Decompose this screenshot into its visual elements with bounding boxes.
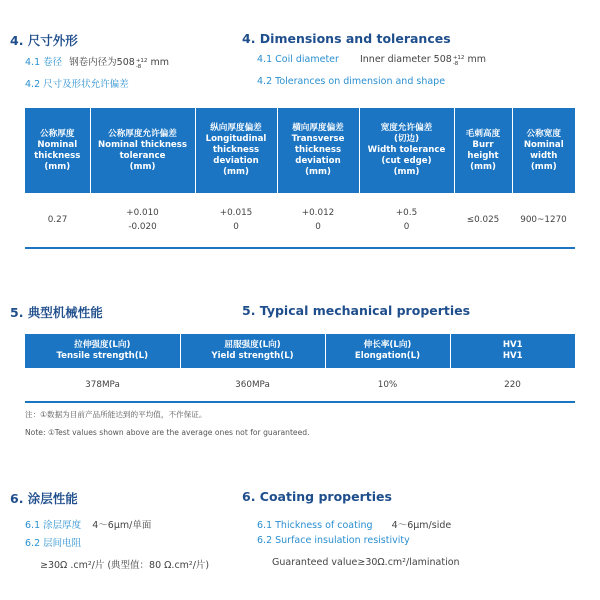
header-thickness-tolerance	[90, 108, 195, 193]
header-burr-height	[454, 108, 512, 193]
insulation-resistance-en-label: 6.2 Surface insulation resistivity	[257, 535, 410, 546]
coil-tolerance-lower: -8	[135, 64, 142, 70]
insulation-resistance-cn-label: 6.2 层间电阻	[25, 538, 82, 549]
header-line: Tensile strength(L)	[56, 351, 149, 361]
note-en: Note: ①Test values shown above are the average ones not for guaranteed.	[25, 428, 310, 437]
coil-tolerance-upper: +12	[135, 58, 148, 64]
dimensions-table	[25, 108, 575, 247]
mechanical-table-header	[25, 334, 575, 368]
cell-elongation: 10%	[377, 380, 398, 390]
table-bottom-rule	[25, 401, 575, 403]
coil-tolerance-upper-en: +12	[452, 55, 465, 61]
insulation-resistance-cn-value: ≥30Ω .cm²/片 (典型值：80 Ω.cm²/片)	[40, 560, 210, 571]
header-line: (mm)	[393, 167, 420, 177]
header-line: Yield strength(L)	[211, 351, 294, 361]
header-tensile-strength	[25, 334, 180, 368]
header-line: 公称宽度	[526, 128, 561, 139]
header-width-tolerance	[359, 108, 454, 193]
coil-diameter-en	[257, 54, 486, 67]
header-line: 公称厚度	[40, 128, 75, 139]
coil-tolerance-lower-en: -8	[452, 61, 459, 67]
coil-diameter-en-label: 4.1 Coil diameter	[257, 54, 339, 65]
header-line: Width tolerance	[367, 145, 446, 155]
coil-diameter-cn-label: 4.1 卷径	[25, 57, 63, 68]
coil-diameter-cn	[25, 54, 169, 70]
table-bottom-rule	[25, 247, 575, 249]
header-line: (mm)	[44, 161, 71, 172]
coil-diameter-cn-value: 钢卷内径为508	[69, 57, 135, 68]
header-line: Burr	[472, 139, 494, 150]
header-line: (mm)	[129, 161, 156, 172]
table-row	[25, 368, 575, 402]
cell-value: 0	[315, 222, 321, 232]
section4-title-en: 4. Dimensions and tolerances	[242, 31, 451, 46]
cell-transverse-deviation	[277, 193, 359, 247]
cell-thickness-tolerance	[90, 193, 195, 247]
header-hardness	[450, 334, 575, 368]
coating-thickness-cn	[25, 513, 151, 532]
cell-value: +0.5	[395, 208, 418, 218]
header-line: 拉伸强度(L向)	[74, 340, 131, 350]
shape-tolerance-en: 4.2 Tolerances on dimension and shape	[257, 76, 446, 87]
header-elongation	[325, 334, 450, 368]
section6-title-cn: 6. 涂层性能	[10, 491, 78, 506]
header-line: width	[530, 150, 558, 161]
cell-nominal-width	[512, 193, 575, 247]
header-line: HV1	[502, 340, 523, 350]
cell-tensile-strength: 378MPa	[85, 380, 120, 390]
header-line: tolerance	[119, 150, 166, 161]
section5-title-cn: 5. 典型机械性能	[10, 305, 103, 320]
coating-thickness-cn-value: 4～6μm/单面	[92, 520, 152, 531]
cell-value: -0.020	[128, 222, 157, 232]
cell-value: ≤0.025	[466, 215, 500, 225]
cell-burr-height	[454, 193, 512, 247]
coil-unit-cn: mm	[150, 57, 169, 68]
header-line: (cut edge)	[381, 156, 432, 166]
header-line: (mm)	[223, 167, 249, 177]
table-row	[25, 193, 575, 247]
cell-nominal-thickness	[25, 193, 90, 247]
header-yield-strength	[180, 334, 325, 368]
header-line: 横向厚度偏差	[292, 123, 344, 133]
cell-width-tolerance	[359, 193, 454, 247]
header-line: Nominal thickness	[97, 139, 187, 150]
note-cn: 注：①数据为目前产品所能达到的平均值，不作保证。	[25, 410, 207, 419]
mechanical-properties-table	[25, 334, 575, 402]
cell-value: +0.012	[301, 208, 335, 218]
shape-tolerance-cn: 4.2 尺寸及形状允许偏差	[25, 79, 129, 90]
header-line: 纵向厚度偏差	[210, 123, 262, 133]
coating-thickness-en-label: 6.1 Thickness of coating	[257, 520, 373, 531]
header-nominal-width	[512, 108, 575, 193]
header-line: (mm)	[470, 161, 496, 172]
header-line: 毛刺高度	[465, 128, 501, 139]
header-line: (mm)	[530, 161, 557, 172]
header-line: 伸长率(L向)	[363, 340, 412, 350]
coil-tolerance-cn	[136, 58, 148, 70]
header-line: Nominal	[37, 139, 78, 150]
coating-thickness-en-value: 4～6μm/side	[391, 520, 452, 531]
header-line: thickness	[294, 145, 342, 155]
cell-value: 0.27	[47, 215, 68, 225]
section5-title-en: 5. Typical mechanical properties	[242, 303, 471, 318]
header-longitudinal-deviation	[195, 108, 277, 193]
header-line: 公称厚度允许偏差	[108, 128, 177, 139]
coil-diameter-en-value: Inner diameter 508	[359, 54, 452, 65]
cell-value: 0	[233, 222, 239, 232]
dimensions-table-header	[25, 108, 575, 193]
header-nominal-thickness	[25, 108, 90, 193]
cell-value: +0.015	[219, 208, 253, 218]
section4-title-cn: 4. 尺寸外形	[10, 33, 78, 48]
header-line: (切边)	[393, 134, 420, 144]
header-line: thickness	[212, 145, 260, 155]
section6-title-en: 6. Coating properties	[242, 489, 392, 504]
header-line: 宽度允许偏差	[380, 123, 433, 133]
header-line: thickness	[34, 150, 81, 161]
header-line: 屈服强度(L向)	[224, 340, 281, 350]
header-line: (mm)	[305, 167, 331, 177]
header-line: Nominal	[523, 139, 564, 150]
header-transverse-deviation	[277, 108, 359, 193]
coating-thickness-en	[257, 513, 451, 532]
header-line: HV1	[502, 351, 523, 361]
cell-longitudinal-deviation	[195, 193, 277, 247]
cell-value: 0	[403, 222, 410, 232]
coating-thickness-cn-label: 6.1 涂层厚度	[25, 520, 82, 531]
cell-value: +0.010	[126, 208, 159, 218]
coil-unit-en: mm	[467, 54, 486, 65]
header-line: Longitudinal	[205, 134, 267, 144]
cell-yield-strength: 360MPa	[235, 380, 270, 390]
header-line: height	[467, 150, 499, 161]
header-line: deviation	[295, 156, 341, 166]
header-line: deviation	[213, 156, 259, 166]
header-line: Transverse	[291, 134, 345, 144]
insulation-resistance-en-value: Guaranteed value≥30Ω.cm²/lamination	[272, 557, 460, 568]
cell-value: 900~1270	[520, 215, 567, 225]
coil-tolerance-en	[453, 55, 465, 67]
cell-hardness: 220	[504, 380, 521, 390]
header-line: Elongation(L)	[354, 351, 421, 361]
